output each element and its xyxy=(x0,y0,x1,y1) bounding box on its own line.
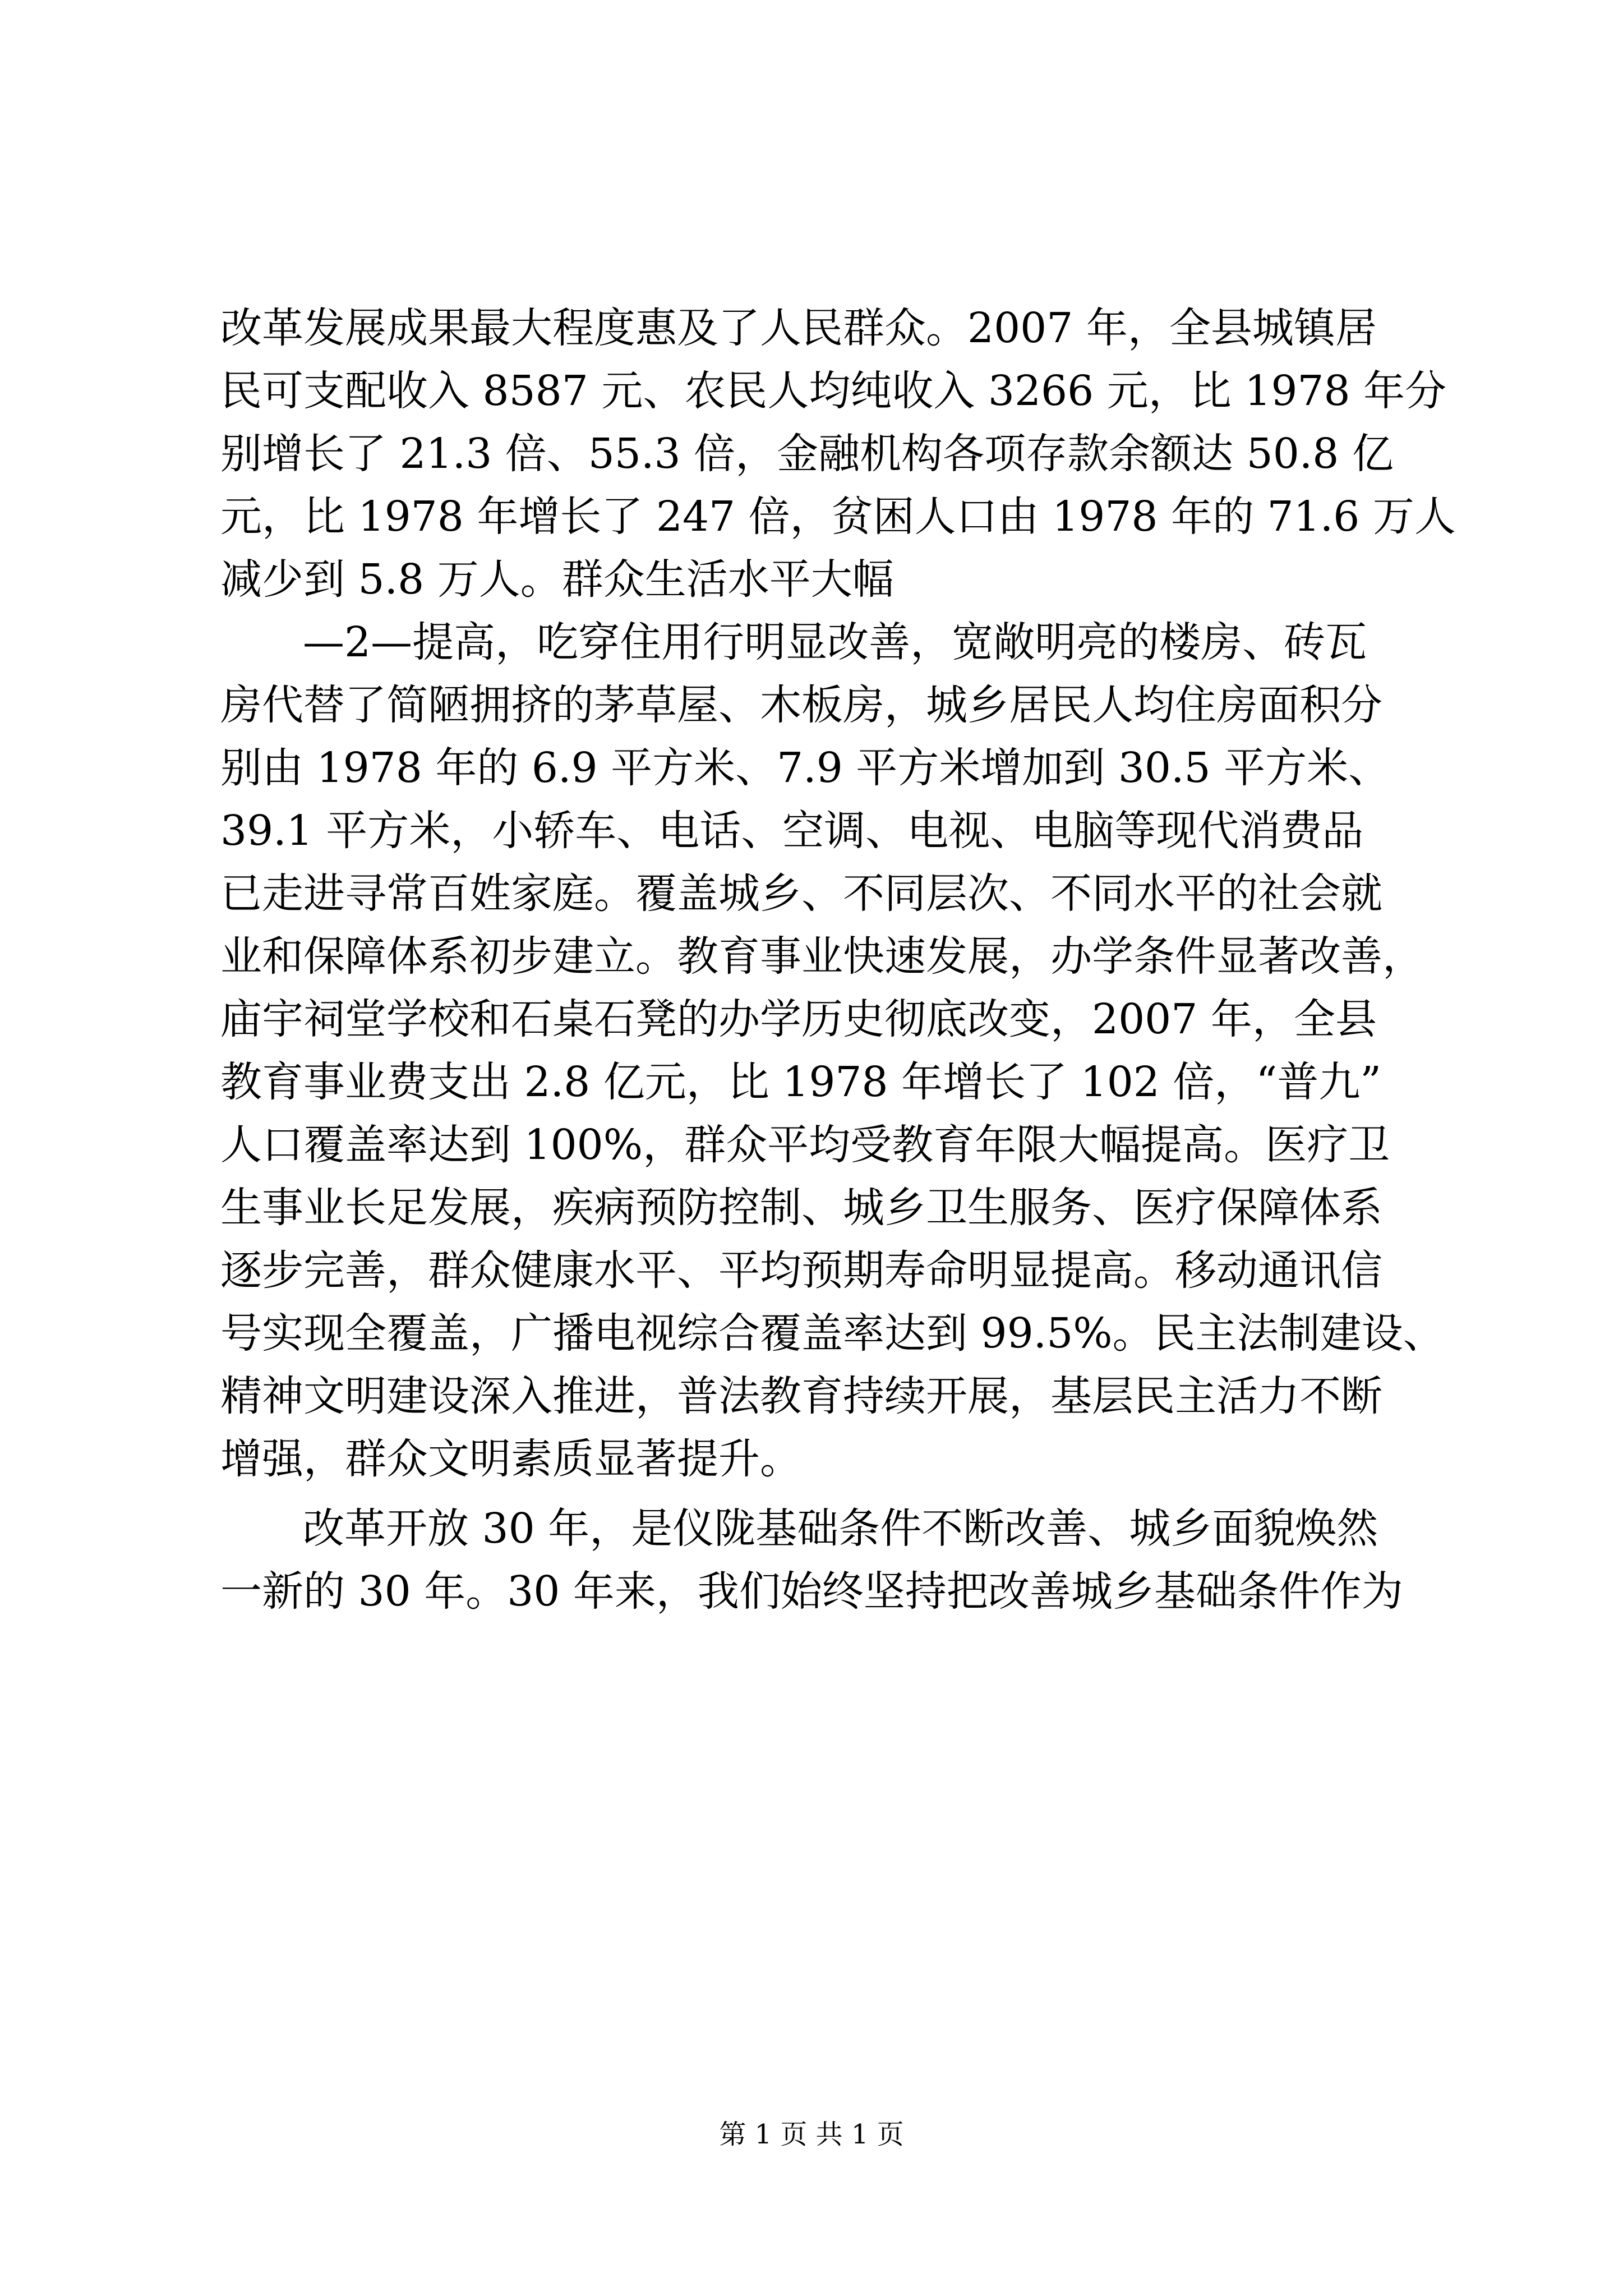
text-line: —2—提高，吃穿住用行明显改善，宽敞明亮的楼房、砖瓦 xyxy=(303,618,1367,666)
text-line: 元，比 1978 年增长了 247 倍，贫困人口由 1978 年的 71.6 万人 xyxy=(220,493,1456,541)
text-line: 教育事业费支出 2.8 亿元，比 1978 年增长了 102 倍，“普九” xyxy=(220,1058,1382,1106)
text-line: 房代替了简陋拥挤的茅草屋、木板房，城乡居民人均住房面积分 xyxy=(220,681,1382,729)
text-line: 人口覆盖率达到 100%，群众平均受教育年限大幅提高。医疗卫 xyxy=(220,1121,1390,1169)
text-line: 39.1 平方米，小轿车、电话、空调、电视、电脑等现代消费品 xyxy=(220,807,1364,855)
text-line: 已走进寻常百姓家庭。覆盖城乡、不同层次、不同水平的社会就 xyxy=(220,869,1382,918)
text-line: 一新的 30 年。30 年来，我们始终坚持把改善城乡基础条件作为 xyxy=(220,1567,1403,1616)
text-line: 业和保障体系初步建立。教育事业快速发展，办学条件显著改善， xyxy=(220,932,1424,981)
text-line: 逐步完善，群众健康水平、平均预期寿命明显提高。移动通讯信 xyxy=(220,1246,1382,1295)
text-line: 减少到 5.8 万人。群众生活水平大幅 xyxy=(220,555,894,604)
text-line: 改革发展成果最大程度惠及了人民群众。2007 年，全县城镇居 xyxy=(220,304,1377,352)
text-line: 民可支配收入 8587 元、农民人均纯收入 3266 元，比 1978 年分 xyxy=(220,367,1447,415)
text-line: 别由 1978 年的 6.9 平方米、7.9 平方米增加到 30.5 平方米、 xyxy=(220,744,1390,792)
text-line: 生事业长足发展，疾病预防控制、城乡卫生服务、医疗保障体系 xyxy=(220,1184,1382,1232)
text-line: 庙宇祠堂学校和石桌石凳的办学历史彻底改变，2007 年，全县 xyxy=(220,995,1377,1043)
text-line: 号实现全覆盖，广播电视综合覆盖率达到 99.5%。民主法制建设、 xyxy=(220,1309,1445,1358)
text-line: 精神文明建设深入推进，普法教育持续开展，基层民主活力不断 xyxy=(220,1372,1382,1420)
text-line: 增强，群众文明素质显著提升。 xyxy=(220,1435,801,1483)
text-line: 改革开放 30 年，是仪陇基础条件不断改善、城乡面貌焕然 xyxy=(303,1504,1378,1553)
page-footer: 第 1 页 共 1 页 xyxy=(719,2119,904,2150)
text-line: 别增长了 21.3 倍、55.3 倍，金融机构各项存款余额达 50.8 亿 xyxy=(220,430,1394,478)
